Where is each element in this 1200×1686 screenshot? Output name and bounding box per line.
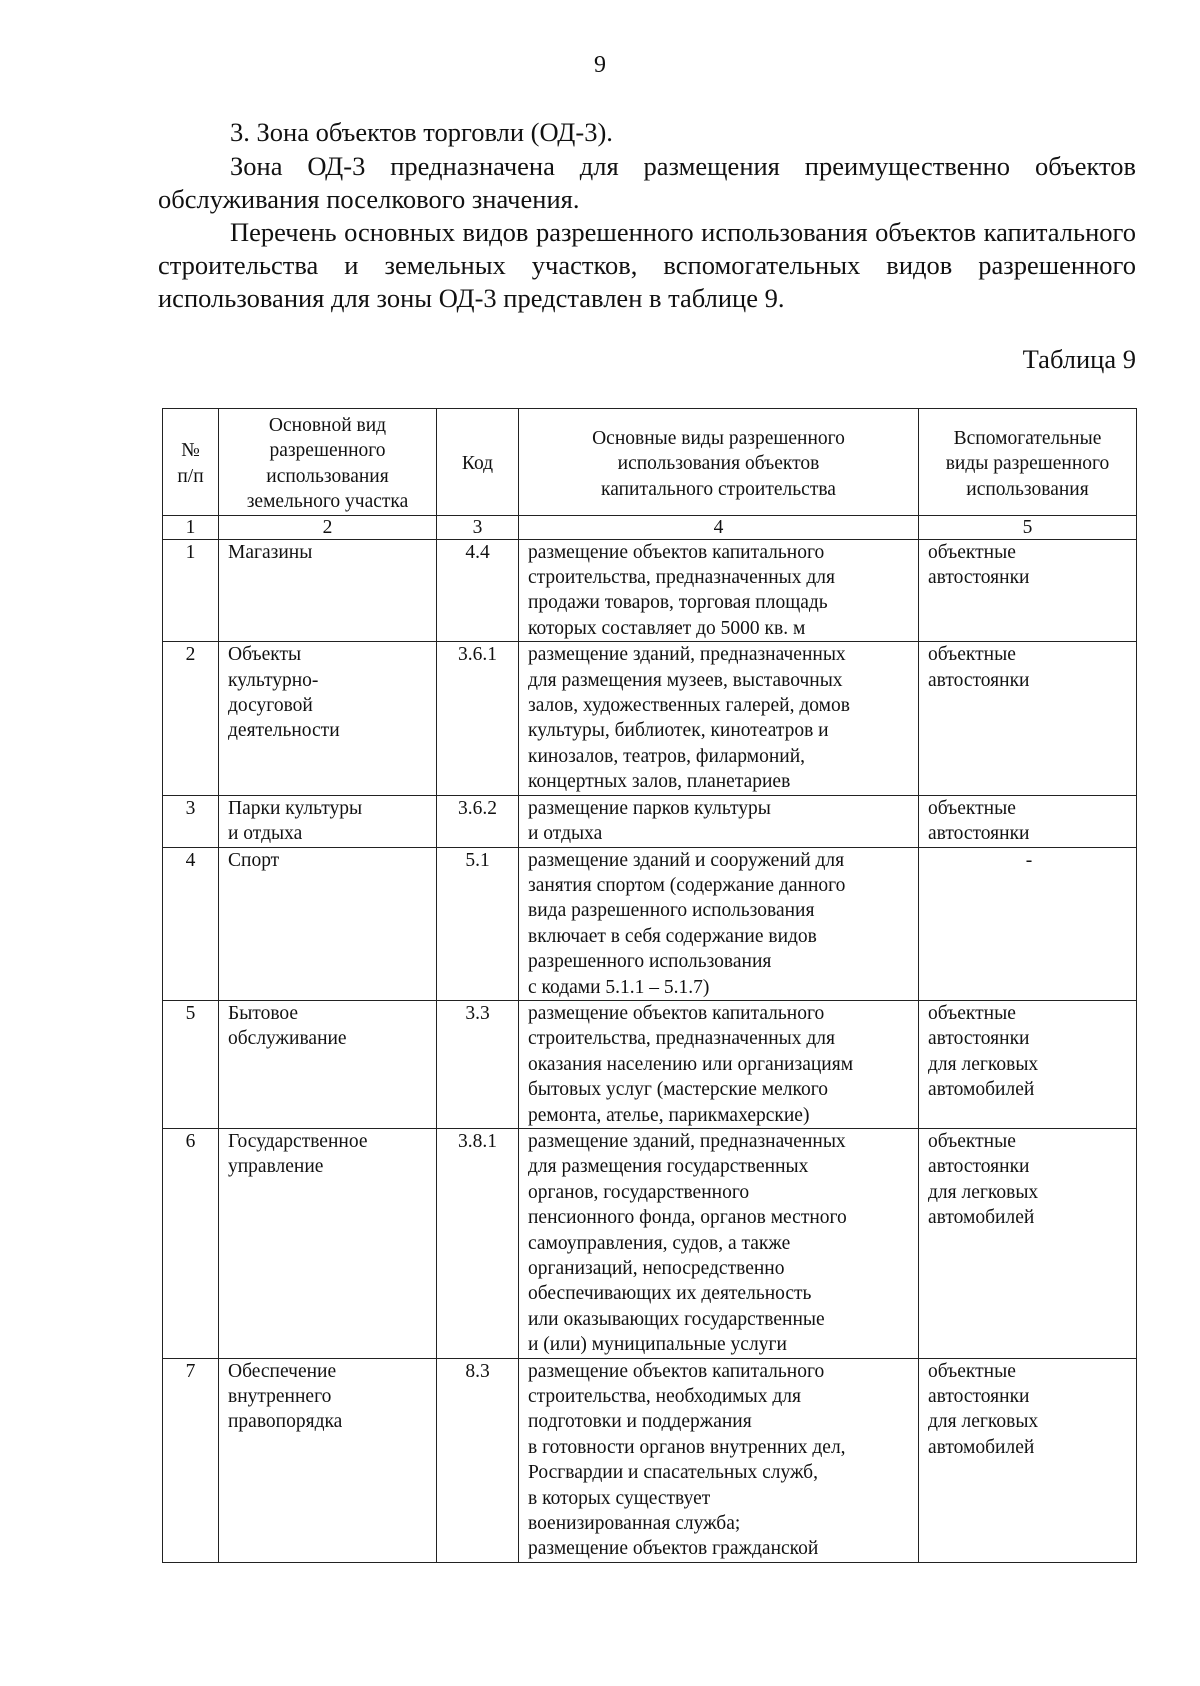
table-row [163,1358,1137,1562]
auxiliary-use: - [919,847,1137,1000]
column-number: 3 [437,515,519,539]
column-number-row [163,515,1137,539]
use-code: 3.6.1 [437,642,519,795]
column-number: 1 [163,515,219,539]
use-description: размещение зданий, предназначенных для размещения музеев, выставочных залов, художественных галерей, домов культуры, библиотек, кинотеатров и кинозалов, театров, филармоний, концертных залов, планетариев [519,642,919,795]
use-code: 8.3 [437,1358,519,1562]
row-number: 3 [163,795,219,847]
document-body [158,116,1136,315]
use-description: размещение объектов капитального строительства, предназначенных для продажи товаров, торговая площадь которых составляет до 5000 кв. м [519,539,919,642]
column-number: 5 [919,515,1137,539]
column-number: 4 [519,515,919,539]
auxiliary-use: объектные автостоянки для легковых автомобилей [919,1358,1137,1562]
auxiliary-use: объектные автостоянки для легковых автомобилей [919,1000,1137,1128]
land-use-type: Бытовое обслуживание [219,1000,437,1128]
page-number: 9 [594,52,606,78]
row-number: 7 [163,1358,219,1562]
table-row [163,1128,1137,1358]
use-description: размещение объектов капитального строительства, необходимых для подготовки и поддержания в готовности органов внутренних дел, Росгвардии и спасательных служб, в которых существует военизированная служба; размещение объектов гражданской [519,1358,919,1562]
section-heading: 3. Зона объектов торговли (ОД-3). [230,117,613,147]
auxiliary-use: объектные автостоянки для легковых автомобилей [919,1128,1137,1358]
row-number: 1 [163,539,219,642]
column-number: 2 [219,515,437,539]
land-use-type: Спорт [219,847,437,1000]
auxiliary-use: объектные автостоянки [919,539,1137,642]
table-row [163,642,1137,795]
header-number: № п/п [163,409,219,516]
row-number: 4 [163,847,219,1000]
row-number: 2 [163,642,219,795]
table-row [163,1000,1137,1128]
auxiliary-use: объектные автостоянки [919,795,1137,847]
table-row [163,847,1137,1000]
land-use-type: Магазины [219,539,437,642]
use-code: 3.8.1 [437,1128,519,1358]
use-code: 4.4 [437,539,519,642]
land-use-type: Объекты культурно- досуговой деятельности [219,642,437,795]
header-auxiliary-uses: Вспомогательные виды разрешенного использования [919,409,1137,516]
land-use-type: Государственное управление [219,1128,437,1358]
auxiliary-use: объектные автостоянки [919,642,1137,795]
zone-description-paragraph: Зона ОД-3 предназначена для размещения преимущественно объектов обслуживания поселкового значения. [158,151,1136,214]
use-description: размещение объектов капитального строительства, предназначенных для оказания населению или организациям бытовых услуг (мастерские мелкого ремонта, ателье, парикмахерские) [519,1000,919,1128]
header-main-land-use: Основной вид разрешенного использования земельного участка [219,409,437,516]
table-row [163,539,1137,642]
use-description: размещение зданий, предназначенных для размещения государственных органов, государственного пенсионного фонда, органов местного самоуправления, судов, а также организаций, непосредственно обеспечивающих их деятельность или оказывающих государственные и (или) муниципальные услуги [519,1128,919,1358]
table-reference-paragraph: Перечень основных видов разрешенного использования объектов капитального строительства и земельных участков, вспомогательных видов разрешенного использования для зоны ОД-3 представлен в таблице 9. [158,217,1136,313]
use-description: размещение зданий и сооружений для занятия спортом (содержание данного вида разрешенного использования включает в себя содержание видов разрешенного использования с кодами 5.1.1 – 5.1.7) [519,847,919,1000]
land-use-type: Обеспечение внутреннего правопорядка [219,1358,437,1562]
land-use-type: Парки культуры и отдыха [219,795,437,847]
table-caption: Таблица 9 [1022,344,1136,374]
use-code: 5.1 [437,847,519,1000]
table-header-row [163,409,1137,516]
table-row [163,795,1137,847]
header-code: Код [437,409,519,516]
row-number: 6 [163,1128,219,1358]
use-code: 3.3 [437,1000,519,1128]
use-description: размещение парков культуры и отдыха [519,795,919,847]
permitted-uses-table [162,408,1137,1563]
header-main-building-uses: Основные виды разрешенного использования объектов капитального строительства [519,409,919,516]
use-code: 3.6.2 [437,795,519,847]
row-number: 5 [163,1000,219,1128]
